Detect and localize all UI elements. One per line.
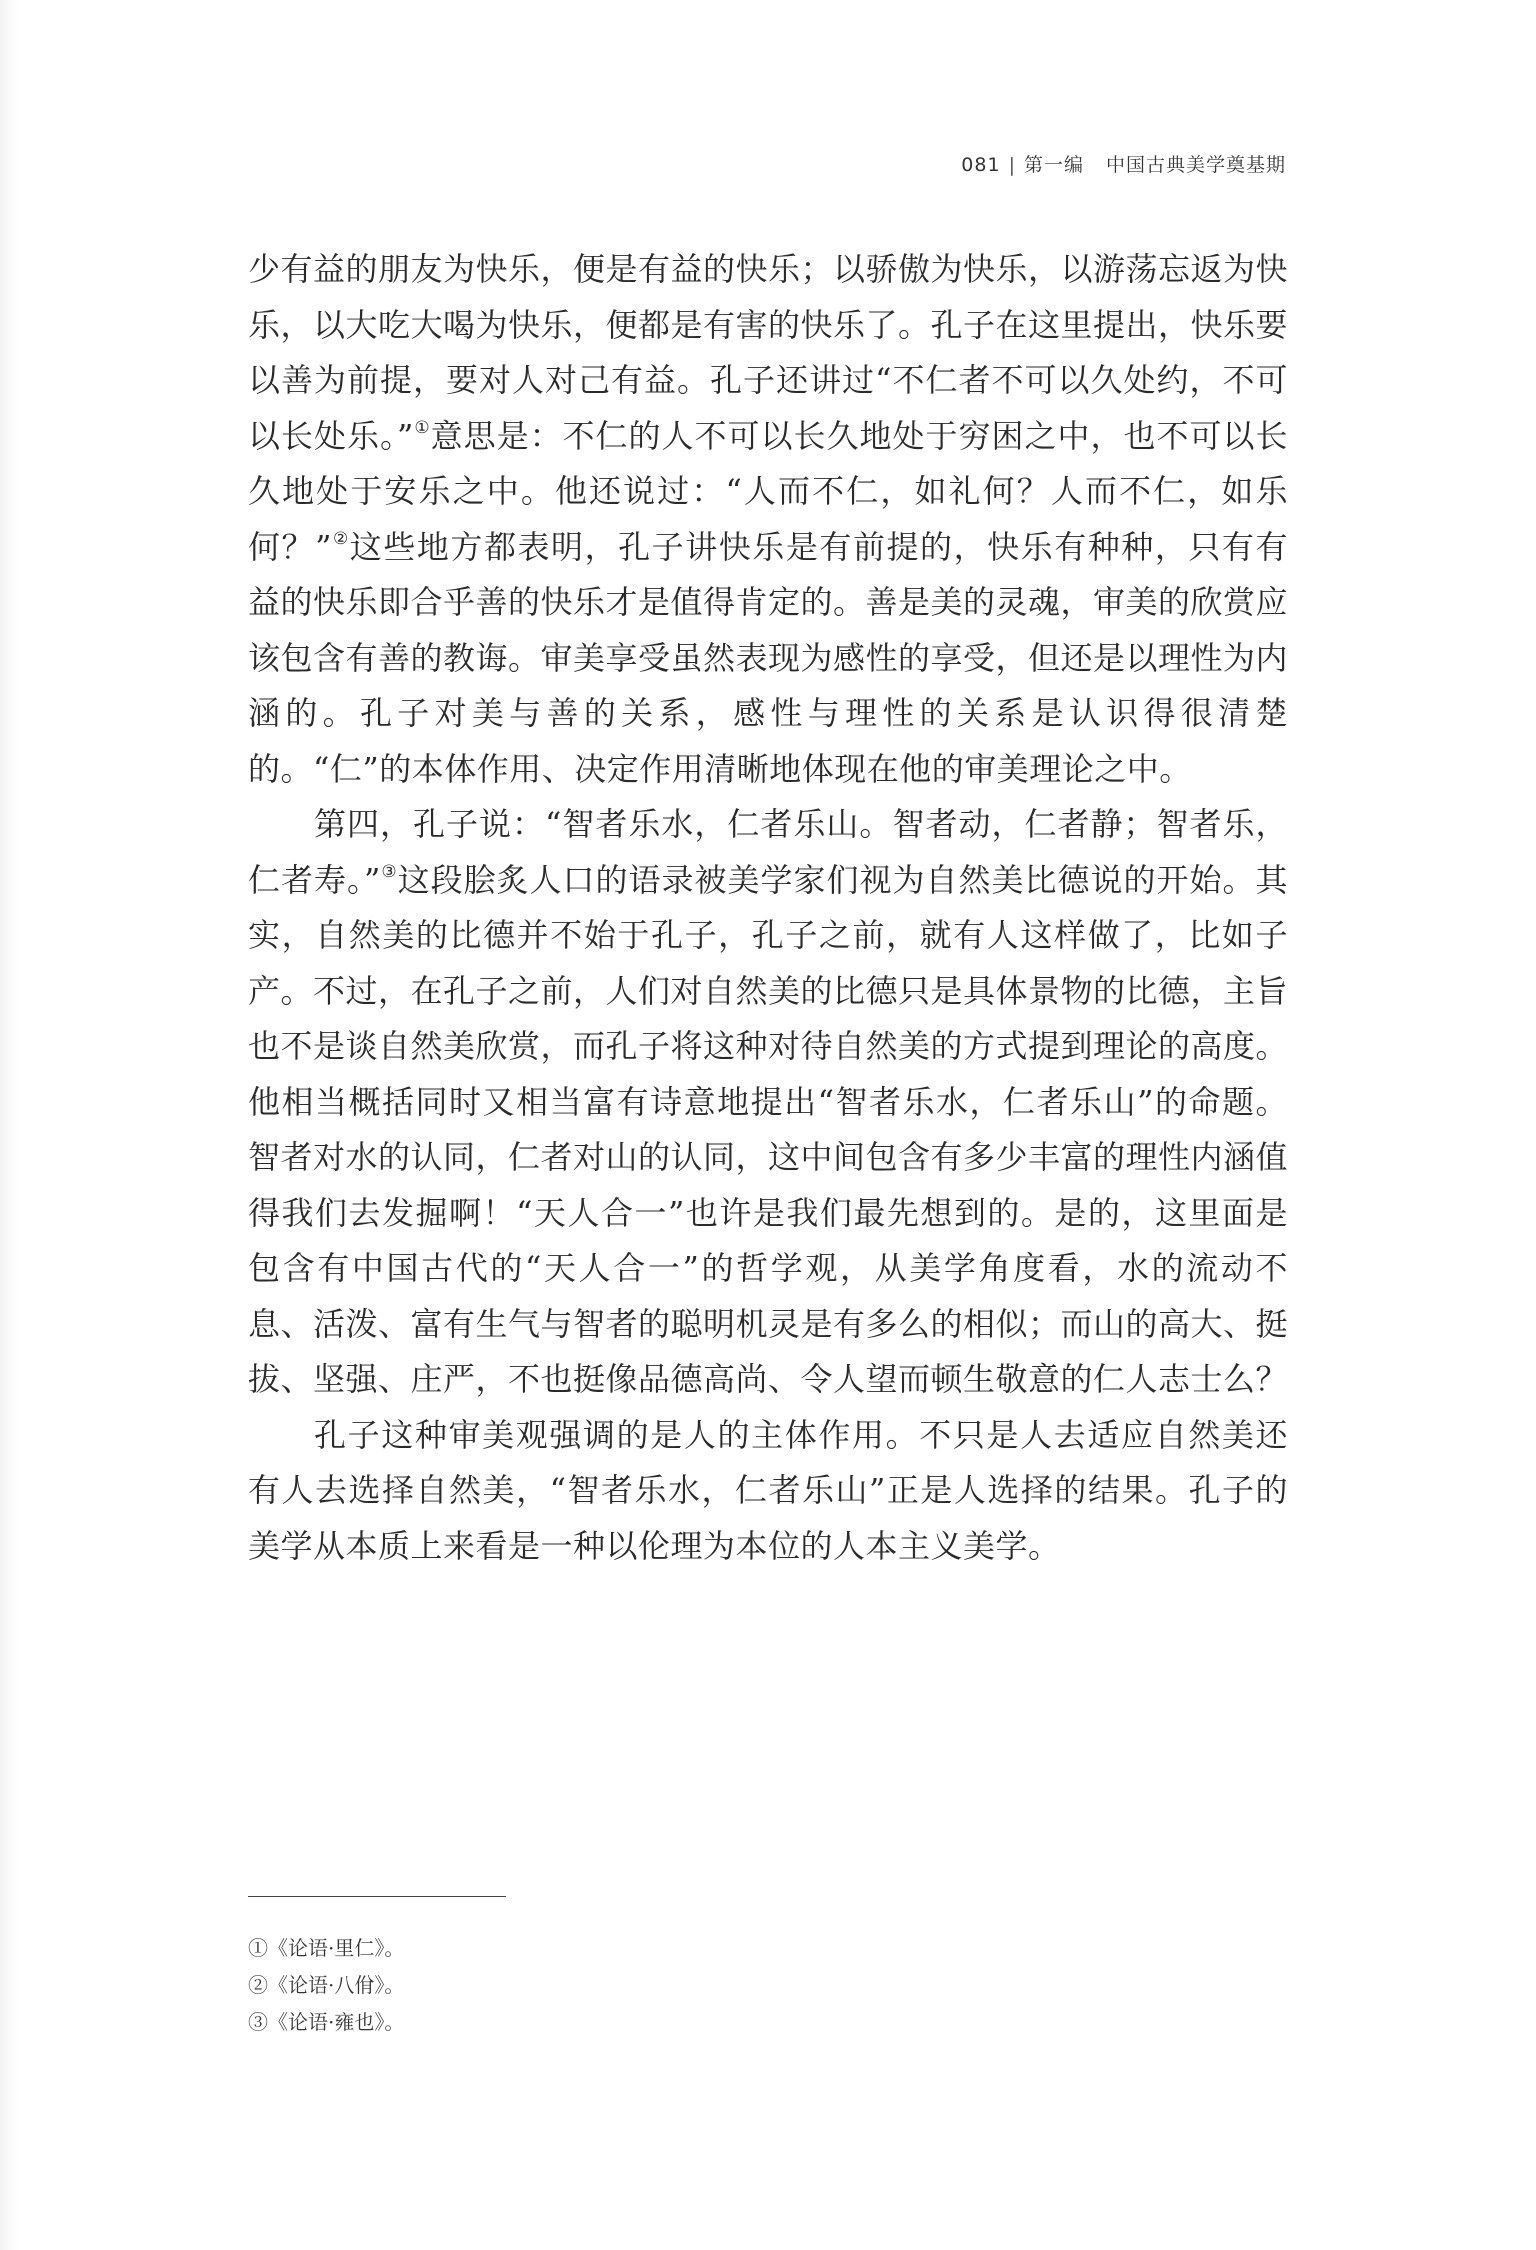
page-edge-shadow <box>0 0 18 2250</box>
footnotes <box>248 1930 404 2041</box>
footnote-2: ②《论语·八佾》。 <box>248 1973 405 1997</box>
footnote-divider <box>248 1896 506 1897</box>
footnote-3: ③《论语·雍也》。 <box>248 2010 405 2034</box>
paragraph-1: 少有益的朋友为快乐，便是有益的快乐；以骄傲为快乐，以游荡忘返为快乐，以大吃大喝为快乐，便都是有害的快乐了。孔子在这里提出，快乐要以善为前提，要对人对己有益。孔子还讲过“不仁者不可以久处约，不可以长处乐。”①意思是：不仁的人不可以长久地处于穷困之中，也不可以长久地处于安乐之中。他还说过：“人而不仁，如礼何？人而不仁，如乐何？”②这些地方都表明，孔子讲快乐是有前提的，快乐有种种，只有有益的快乐即合乎善的快乐才是值得肯定的。善是美的灵魂，审美的欣赏应该包含有善的教诲。审美享受虽然表现为感性的享受，但还是以理性为内涵的。孔子对美与善的关系，感性与理性的关系是认识得很清楚的。“仁”的本体作用、决定作用清晰地体现在他的审美理论之中。 <box>248 250 1289 788</box>
section-title: 中国古典美学奠基期 <box>1105 154 1286 176</box>
page-number: 081 <box>961 154 1001 176</box>
main-text <box>248 242 1288 1574</box>
running-header <box>961 150 1286 177</box>
paragraph-3: 孔子这种审美观强调的是人的主体作用。不只是人去适应自然美还有人去选择自然美，“智者乐水，仁者乐山”正是人选择的结果。孔子的美学从本质上来看是一种以伦理为本位的人本主义美学。 <box>248 1415 1288 1565</box>
part-title: 第一编 <box>1023 154 1084 176</box>
paragraph-2: 第四，孔子说：“智者乐水，仁者乐山。智者动，仁者静；智者乐，仁者寿。”③这段脍炙人口的语录被美学家们视为自然美比德说的开始。其实，自然美的比德并不始于孔子，孔子之前，就有人这样做了，比如子产。不过，在孔子之前，人们对自然美的比德只是具体景物的比德，主旨也不是谈自然美欣赏，而孔子将这种对待自然美的方式提到理论的高度。他相当概括同时又相当富有诗意地提出“智者乐水，仁者乐山”的命题。智者对水的认同，仁者对山的认同，这中间包含有多少丰富的理性内涵值得我们去发掘啊！“天人合一”也许是我们最先想到的。是的，这里面是包含有中国古代的“天人合一”的哲学观，从美学角度看，水的流动不息、活泼、富有生气与智者的聪明机灵是有多么的相似；而山的高大、挺拔、坚强、庄严，不也挺像品德高尚、令人望而顿生敬意的仁人志士么？ <box>248 805 1289 1398</box>
footnote-ref-3: ③ <box>380 861 398 882</box>
footnote-1: ①《论语·里仁》。 <box>248 1936 405 1960</box>
footnote-ref-2: ② <box>331 528 350 549</box>
footnote-ref-1: ① <box>413 417 431 438</box>
header-separator: | <box>1008 154 1016 176</box>
